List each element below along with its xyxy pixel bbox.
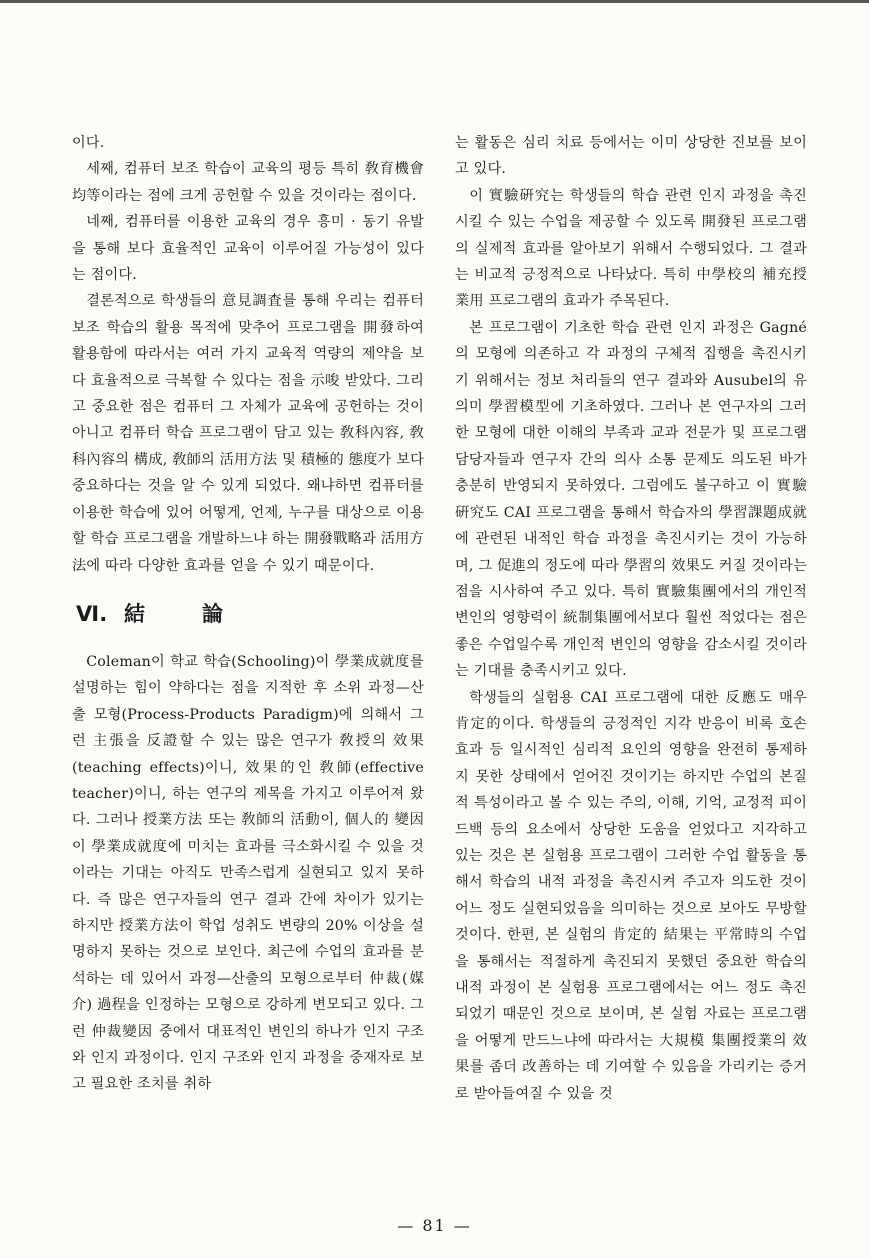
paragraph: 결론적으로 학생들의 意見調査를 통해 우리는 컴퓨터 보조 학습의 활용 목적에 맞추어 프로그램을 開發하여 활용함에 따라서는 여러 가지 교육적 역량의 제약을 보다 효율적으로 극복할 수 있다는 점을 示唆 받았다. 그리고 중요한 점은 컴퓨터 그 자체가 교육에 공헌하는 것이 아니고 컴퓨터 학습 프로그램이 담고 있는 敎科內容, 敎科內容의 構成, 敎師의 活用方法 및 積極的 態度가 보다 중요하다는 것을 알 수 있게 되었다. 왜냐하면 컴퓨터를 이용한 학습에 있어 어떻게, 언제, 누구를 대상으로 이용할 학습 프로그램을 개발하느냐 하는 開發戰略과 活用方法에 따라 다양한 효과를 얻을 수 있기 때문이다. [72, 293, 424, 574]
paragraph: 학생들의 실험용 CAI 프로그램에 대한 反應도 매우 肯定的이다. 학생들의 긍정적인 지각 반응이 비록 호손 효과 등 일시적인 심리적 요인의 영향을 완전히 통제하지 못한 상태에서 얻어진 것이기는 하지만 수업의 본질적 특성이라고 볼 수 있는 주의, 이해, 기억, 교정적 피이드백 등의 요소에서 상당한 도움을 얻었다고 지각하고 있는 것은 본 실험용 프로그램이 그러한 수업 활동을 통해서 학습의 내적 과정을 촉진시켜 주고자 의도한 것이 어느 정도 실현되었음을 의미하는 것으로 보아도 무방할 것이다. 한편, 본 실험의 肯定的 結果는 平常時의 수업을 통해서는 적절하게 촉진되지 못했던 중요한 학습의 내적 과정이 본 실험용 프로그램에서는 어느 정도 촉진되었기 때문인 것으로 보이며, 본 실험 자료는 프로그램을 어떻게 만드느냐에 따라서는 大規模 集團授業의 效果를 좀더 改善하는 데 기여할 수 있음을 가리키는 증거로 받아들여질 수 있을 것 [455, 689, 807, 1102]
page-number: — 81 — [397, 1216, 472, 1235]
paragraph: 세째, 컴퓨터 보조 학습이 교육의 평등 특히 敎育機會均等이라는 점에 크게 공헌할 수 있을 것이라는 점이다. [72, 161, 424, 204]
section-number: Ⅵ. [76, 601, 108, 626]
left-column [72, 130, 424, 1098]
top-rule [0, 0, 869, 3]
paragraph: Coleman이 학교 학습(Schooling)이 學業成就度를 설명하는 힘이 약하다는 점을 지적한 후 소위 과정—산출 모형(Process-Products Paradigm)에 의해서 그런 主張을 反證할 수 있는 많은 연구가 敎授의 效果(teaching effects)이니, 效果的인 敎師(effective teacher)이니, 하는 연구의 제목을 가지고 이루어져 왔다. 그러나 授業方法 또는 敎師의 活動이, 個人的 變因이 學業成就度에 미치는 효과를 극소화시킬 수 있을 것이라는 기대는 아직도 만족스럽게 실현되고 있지 못하다. 즉 많은 연구자들의 연구 결과 간에 차이가 있기는 하지만 授業方法이 학업 성취도 변량의 20% 이상을 설명하지 못하는 것으로 보인다. 최근에 수업의 효과를 분석하는 데 있어서 과정—산출의 모형으로부터 仲裁(媒介) 過程을 인정하는 모형으로 강하게 변모되고 있다. 그런 仲裁變因 중에서 대표적인 변인의 하나가 인지 구조와 인지 과정이다. 인지 구조와 인지 과정을 중재자로 보고 필요한 조치를 취하 [72, 653, 424, 1093]
right-column [455, 130, 807, 1107]
paragraph: 이 實驗硏究는 학생들의 학습 관련 인지 과정을 촉진시킬 수 있는 수업을 제공할 수 있도록 開發된 프로그램의 실제적 효과를 알아보기 위해서 수행되었다. 그 결과는 비교적 긍정적으로 나타났다. 특히 中學校의 補充授業用 프로그램의 효과가 주목된다. [455, 187, 807, 310]
paragraph: 본 프로그램이 기초한 학습 관련 인지 과정은 Gagné의 모형에 의존하고 각 과정의 구체적 집행을 촉진시키기 위해서는 정보 처리들의 연구 결과와 Ausubel의 유의미 學習模型에 기초하였다. 그러나 본 연구자의 그러한 모형에 대한 이해의 부족과 교과 전문가 및 프로그램 담당자들과 연구자 간의 의사 소통 문제도 의도된 바가 충분히 반영되지 못하였다. 그럼에도 불구하고 이 實驗硏究도 CAI 프로그램을 통해서 학습자의 學習課題成就에 관련된 내적인 학습 과정을 촉진시키는 것이 가능하며, 그 促進의 정도에 따라 學習의 效果도 커질 것이라는 점을 시사하여 주고 있다. 특히 實驗集團에서의 개인적 변인의 영향력이 統制集團에서보다 훨씬 적었다는 점은 좋은 수업일수록 개인적 변인의 영향을 감소시킬 것이라는 기대를 충족시키고 있다. [455, 319, 807, 680]
paragraph: 이다. [72, 135, 105, 151]
paragraph: 네째, 컴퓨터를 이용한 교육의 경우 흥미 · 동기 유발을 통해 보다 효율적인 교육이 이루어질 가능성이 있다는 점이다. [72, 214, 424, 284]
section-title-part: 結 [124, 601, 146, 626]
section-title-part: 論 [202, 601, 224, 626]
paragraph: 는 활동은 심리 치료 등에서는 이미 상당한 진보를 보이고 있다. [455, 135, 807, 178]
section-heading [76, 597, 424, 631]
